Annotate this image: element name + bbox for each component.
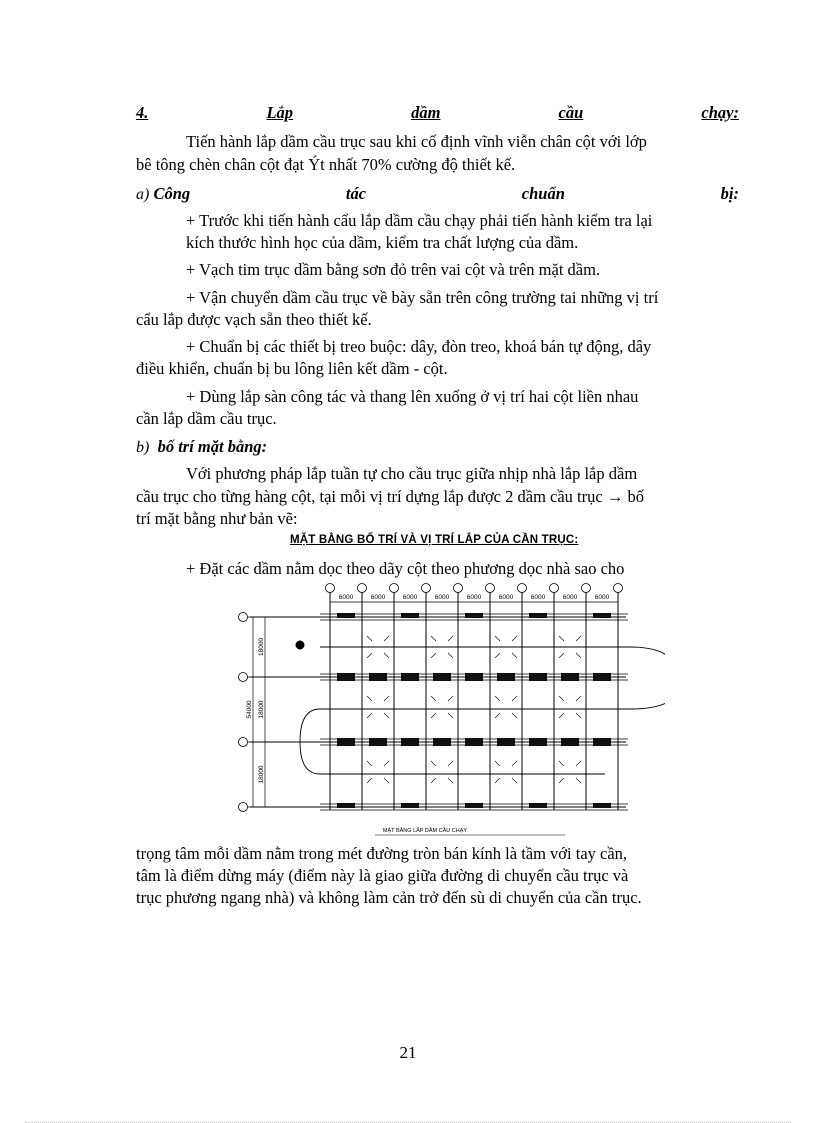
crane-beam-block [337, 803, 355, 808]
radius-tick [576, 713, 581, 718]
crane-beam-block [337, 613, 355, 618]
radius-tick [495, 696, 500, 701]
crane-beam-block [369, 738, 387, 746]
crane-beam-block [369, 673, 387, 681]
radius-tick [559, 636, 564, 641]
paragraph-line: trí mặt bằng như bản vẽ: [136, 509, 298, 528]
axis-bubble [239, 803, 248, 812]
axis-bubble [239, 673, 248, 682]
item-line: cần lắp dầm cầu trục. [136, 409, 277, 428]
sub-a-words [136, 183, 739, 206]
crane-beam-block [529, 738, 547, 746]
radius-tick [559, 653, 564, 658]
radius-tick [367, 761, 372, 766]
bay-dimension-label: 6000 [434, 594, 450, 601]
axis-bubble [326, 584, 335, 593]
axis-bubble [582, 584, 591, 593]
crane-beam-block [529, 673, 547, 681]
crane-beam-block [337, 738, 355, 746]
radius-tick [384, 713, 389, 718]
item-line: kích thước hình học của dầm, kiểm tra chất lượng của dầm. [186, 233, 579, 252]
total-dimension-label: 54000 [246, 700, 253, 719]
column-grid [239, 584, 666, 836]
radius-tick [384, 696, 389, 701]
bay-dimension-label: 6000 [530, 594, 546, 601]
crane-beam-block [497, 673, 515, 681]
radius-tick [384, 653, 389, 658]
radius-tick [448, 778, 453, 783]
axis-bubble [239, 738, 248, 747]
crane-beam-block [433, 738, 451, 746]
radius-tick [448, 713, 453, 718]
radius-tick [576, 696, 581, 701]
radius-tick [367, 696, 372, 701]
crane-layout-diagram [225, 582, 665, 840]
figure-caption: MẶT BẰNG BỐ TRÍ VÀ VỊ TRÍ LẮP CỦA CẦN TRỤC: [290, 534, 579, 546]
axis-bubble [486, 584, 495, 593]
axis-bubble [550, 584, 559, 593]
crane-beam-block [497, 738, 515, 746]
item-line: + Vạch tim trục dầm bằng sơn đỏ trên vai cột và trên mặt dầm. [186, 260, 601, 279]
crane-path [300, 647, 665, 774]
radius-tick [448, 696, 453, 701]
crane-beam-block [561, 673, 579, 681]
item-line: + Trước khi tiến hành cẩu lắp dầm cầu chạy phải tiến hành kiểm tra lại [186, 211, 653, 230]
sub-b-title: bố trí mặt bằng: [157, 437, 268, 456]
crane-beam-block [561, 738, 579, 746]
axis-bubble [239, 613, 248, 622]
paragraph-line [186, 131, 739, 153]
span-dimension-label: 18000 [258, 637, 265, 657]
page-number: 21 [399, 1043, 417, 1062]
bay-dimension-label: 6000 [466, 594, 482, 601]
crane-beam-block [593, 673, 611, 681]
radius-tick [367, 653, 372, 658]
radius-tick [576, 761, 581, 766]
bay-dimension-label: 6000 [498, 594, 514, 601]
heading-word: tác [345, 184, 367, 203]
subheading-a [136, 183, 739, 206]
radius-tick [367, 713, 372, 718]
radius-tick [431, 636, 436, 641]
radius-tick [495, 713, 500, 718]
axis-bubble [518, 584, 527, 593]
axis-bubble [614, 584, 623, 593]
radius-tick [512, 713, 517, 718]
axis-bubble [358, 584, 367, 593]
radius-tick [384, 636, 389, 641]
beam-marks [296, 613, 611, 808]
subheading-b [136, 436, 739, 459]
item-line: + Chuẩn bị các thiết bị treo buộc: dây, đòn treo, khoá bán tự động, dây [186, 337, 652, 356]
text: Tiến hành lắp dầm cầu trục sau khi cố định vĩnh viễn chân cột với lớp [186, 132, 647, 151]
paragraph-line: trọng tâm mỗi dầm nằm trong mét đường tròn bán kính là tầm với tay cần, [136, 844, 628, 863]
span-dimension-label: 18000 [258, 765, 265, 784]
item-line: + Vận chuyển dầm cầu trục về bày sẵn trên công trường tai những vị trí [186, 288, 659, 307]
label-a: a) [136, 186, 150, 203]
crane-beam-block [593, 613, 611, 618]
radius-tick [448, 636, 453, 641]
paragraph-line: tâm là điểm dừng máy (điểm này là giao giữa đường di chuyển cầu trục và [136, 866, 629, 885]
crane-beam-block [433, 673, 451, 681]
radius-tick [431, 653, 436, 658]
paragraph-line: cầu trục cho từng hàng cột, tại mỗi vị trí dựng lắp được 2 dầm cầu trục → bố [136, 487, 644, 506]
axis-bubble [390, 584, 399, 593]
crane-beam-block [593, 803, 611, 808]
radius-tick [559, 713, 564, 718]
crane-start-point [296, 641, 304, 649]
crane-beam-block [593, 738, 611, 746]
heading-word: dầm [411, 103, 441, 122]
crane-beam-block [465, 803, 483, 808]
bay-dimension-label: 6000 [562, 594, 578, 601]
crane-beam-block [465, 613, 483, 618]
radius-tick [512, 636, 517, 641]
diagram-caption: MẶT BẰNG LẮP DẦM CẦU CHẠY [382, 828, 468, 834]
radius-tick [512, 653, 517, 658]
radius-tick [559, 696, 564, 701]
radius-tick [431, 713, 436, 718]
radius-tick [448, 761, 453, 766]
radius-tick [576, 778, 581, 783]
radius-tick [512, 778, 517, 783]
section-heading [136, 102, 739, 124]
radius-tick [495, 636, 500, 641]
bay-dimension-label: 6000 [402, 594, 418, 601]
crane-beam-block [401, 803, 419, 808]
heading-word: Lắp [266, 103, 294, 122]
radius-tick [576, 653, 581, 658]
crane-beam-block [401, 673, 419, 681]
radius-tick [512, 696, 517, 701]
crane-beam-block [401, 738, 419, 746]
radius-tick [495, 653, 500, 658]
radius-tick [495, 778, 500, 783]
radius-tick [448, 653, 453, 658]
heading-word: bị: [720, 184, 739, 203]
radius-tick [384, 778, 389, 783]
radius-tick [495, 761, 500, 766]
label-b: b) [136, 439, 150, 456]
crane-beam-block [465, 673, 483, 681]
radius-tick [576, 636, 581, 641]
radius-tick [367, 636, 372, 641]
bay-dimension-label: 6000 [338, 594, 354, 601]
heading-word: chuẩn [521, 184, 565, 203]
crane-beam-block [529, 803, 547, 808]
radius-tick [559, 778, 564, 783]
radius-tick [384, 761, 389, 766]
crane-beam-block [529, 613, 547, 618]
crane-beam-block [337, 673, 355, 681]
dimension-labels [246, 594, 610, 834]
radius-tick [512, 761, 517, 766]
heading-word: Công [153, 184, 191, 203]
bay-dimension-label: 6000 [370, 594, 386, 601]
item-line: cẩu lắp được vạch sẵn theo thiết kế. [136, 310, 372, 329]
radius-tick [431, 761, 436, 766]
paragraph-line: Với phương pháp lắp tuần tự cho cầu trục giữa nhịp nhà lắp lắp dầm [186, 464, 638, 483]
bay-dimension-label: 6000 [594, 594, 610, 601]
paragraph-line: bê tông chèn chân cột đạt Ýt nhất 70% cường độ thiết kế. [136, 155, 516, 174]
paragraph-line: + Đặt các dầm nằm dọc theo dãy cột theo phương dọc nhà sao cho [186, 559, 625, 578]
radius-tick [559, 761, 564, 766]
radius-tick [431, 778, 436, 783]
paragraph-line: trục phương ngang nhà) và không làm cản trở đến sù di chuyển của cần trục. [136, 888, 642, 907]
crane-beam-block [465, 738, 483, 746]
radius-tick [431, 696, 436, 701]
axis-bubble [422, 584, 431, 593]
heading-word: cầu [558, 103, 584, 122]
section-number: 4. [136, 103, 149, 122]
span-dimension-label: 18000 [258, 700, 265, 719]
item-line: + Dùng lắp sàn công tác và thang lên xuống ở vị trí hai cột liền nhau [186, 387, 639, 406]
crane-beam-block [401, 613, 419, 618]
heading-word: chạy: [701, 103, 739, 122]
item-line: điều khiển, chuẩn bị bu lông liên kết dầm - cột. [136, 359, 448, 378]
axis-bubble [454, 584, 463, 593]
radius-tick [367, 778, 372, 783]
